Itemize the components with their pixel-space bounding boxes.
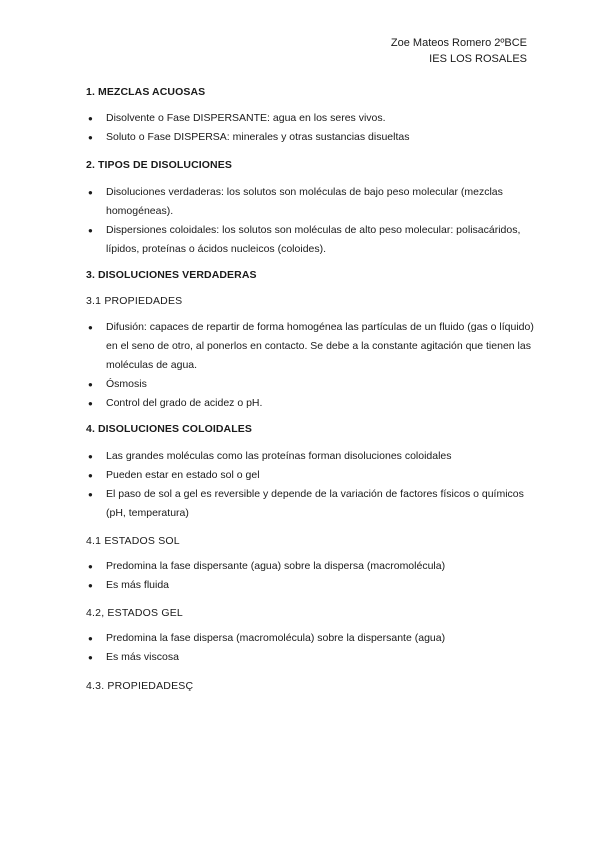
document-header: [391, 35, 527, 67]
author-line: Zoe Mateos Romero 2ºBCE: [390, 37, 527, 49]
subsection-title-propiedades: 3.1 PROPIEDADES: [86, 295, 183, 307]
subsection-title-estados-gel: 4.2, ESTADOS GEL: [86, 607, 183, 619]
section-title-disoluciones-coloidales: 4. DISOLUCIONES COLOIDALES: [86, 423, 252, 435]
section-title-mezclas-acuosas: 1. MEZCLAS ACUOSAS: [86, 86, 206, 98]
list-item: ● Es más viscosa: [86, 648, 536, 667]
list-item: ● Disoluciones verdaderas: los solutos son moléculas de bajo peso molecular (mezclas homogéneas).: [86, 183, 536, 221]
subsection-title-estados-sol: 4.1 ESTADOS SOL: [86, 535, 180, 547]
list-item: ● Predomina la fase dispersa (macromolécula) sobre la dispersante (agua): [86, 629, 536, 648]
list-item: ● Es más fluida: [86, 576, 536, 595]
list-item: ● Soluto o Fase DISPERSA: minerales y otras sustancias disueltas: [86, 128, 536, 147]
list-item: ● Pueden estar en estado sol o gel: [86, 466, 536, 485]
list-item: ● El paso de sol a gel es reversible y depende de la variación de factores físicos o químicos (pH, temperatura): [86, 485, 536, 523]
list-item: ● Las grandes moléculas como las proteínas forman disoluciones coloidales: [86, 447, 536, 466]
subsection-title-propiedades-coloides: 4.3. PROPIEDADESÇ: [86, 680, 194, 692]
list-item: ● Control del grado de acidez o pH.: [86, 394, 536, 413]
list-item: ● Ósmosis: [86, 375, 536, 394]
list-estados-gel: [86, 629, 536, 667]
document-body: [86, 84, 536, 692]
list-disoluciones-coloidales: [86, 447, 536, 523]
list-propiedades: [86, 318, 536, 413]
list-estados-sol: [86, 557, 536, 595]
list-item: ● Dispersiones coloidales: los solutos son moléculas de alto peso molecular: polisacáridos, lípidos, proteínas o ácidos nucleicos (coloides).: [86, 221, 536, 259]
list-tipos-disoluciones: [86, 183, 536, 259]
list-mezclas-acuosas: [86, 109, 536, 147]
section-title-tipos-disoluciones: 2. TIPOS DE DISOLUCIONES: [86, 159, 232, 171]
list-item: ● Difusión: capaces de repartir de forma homogénea las partículas de un fluido (gas o líquido) en el seno de otro, al ponerlos en contacto. Se debe a la constante agitación que tienen las moléculas de agua.: [86, 318, 536, 375]
list-item: ● Disolvente o Fase DISPERSANTE: agua en los seres vivos.: [86, 109, 536, 128]
list-item: ● Predomina la fase dispersante (agua) sobre la dispersa (macromolécula): [86, 557, 536, 576]
school-line: IES LOS ROSALES: [429, 53, 527, 65]
section-title-disoluciones-verdaderas: 3. DISOLUCIONES VERDADERAS: [86, 269, 257, 281]
